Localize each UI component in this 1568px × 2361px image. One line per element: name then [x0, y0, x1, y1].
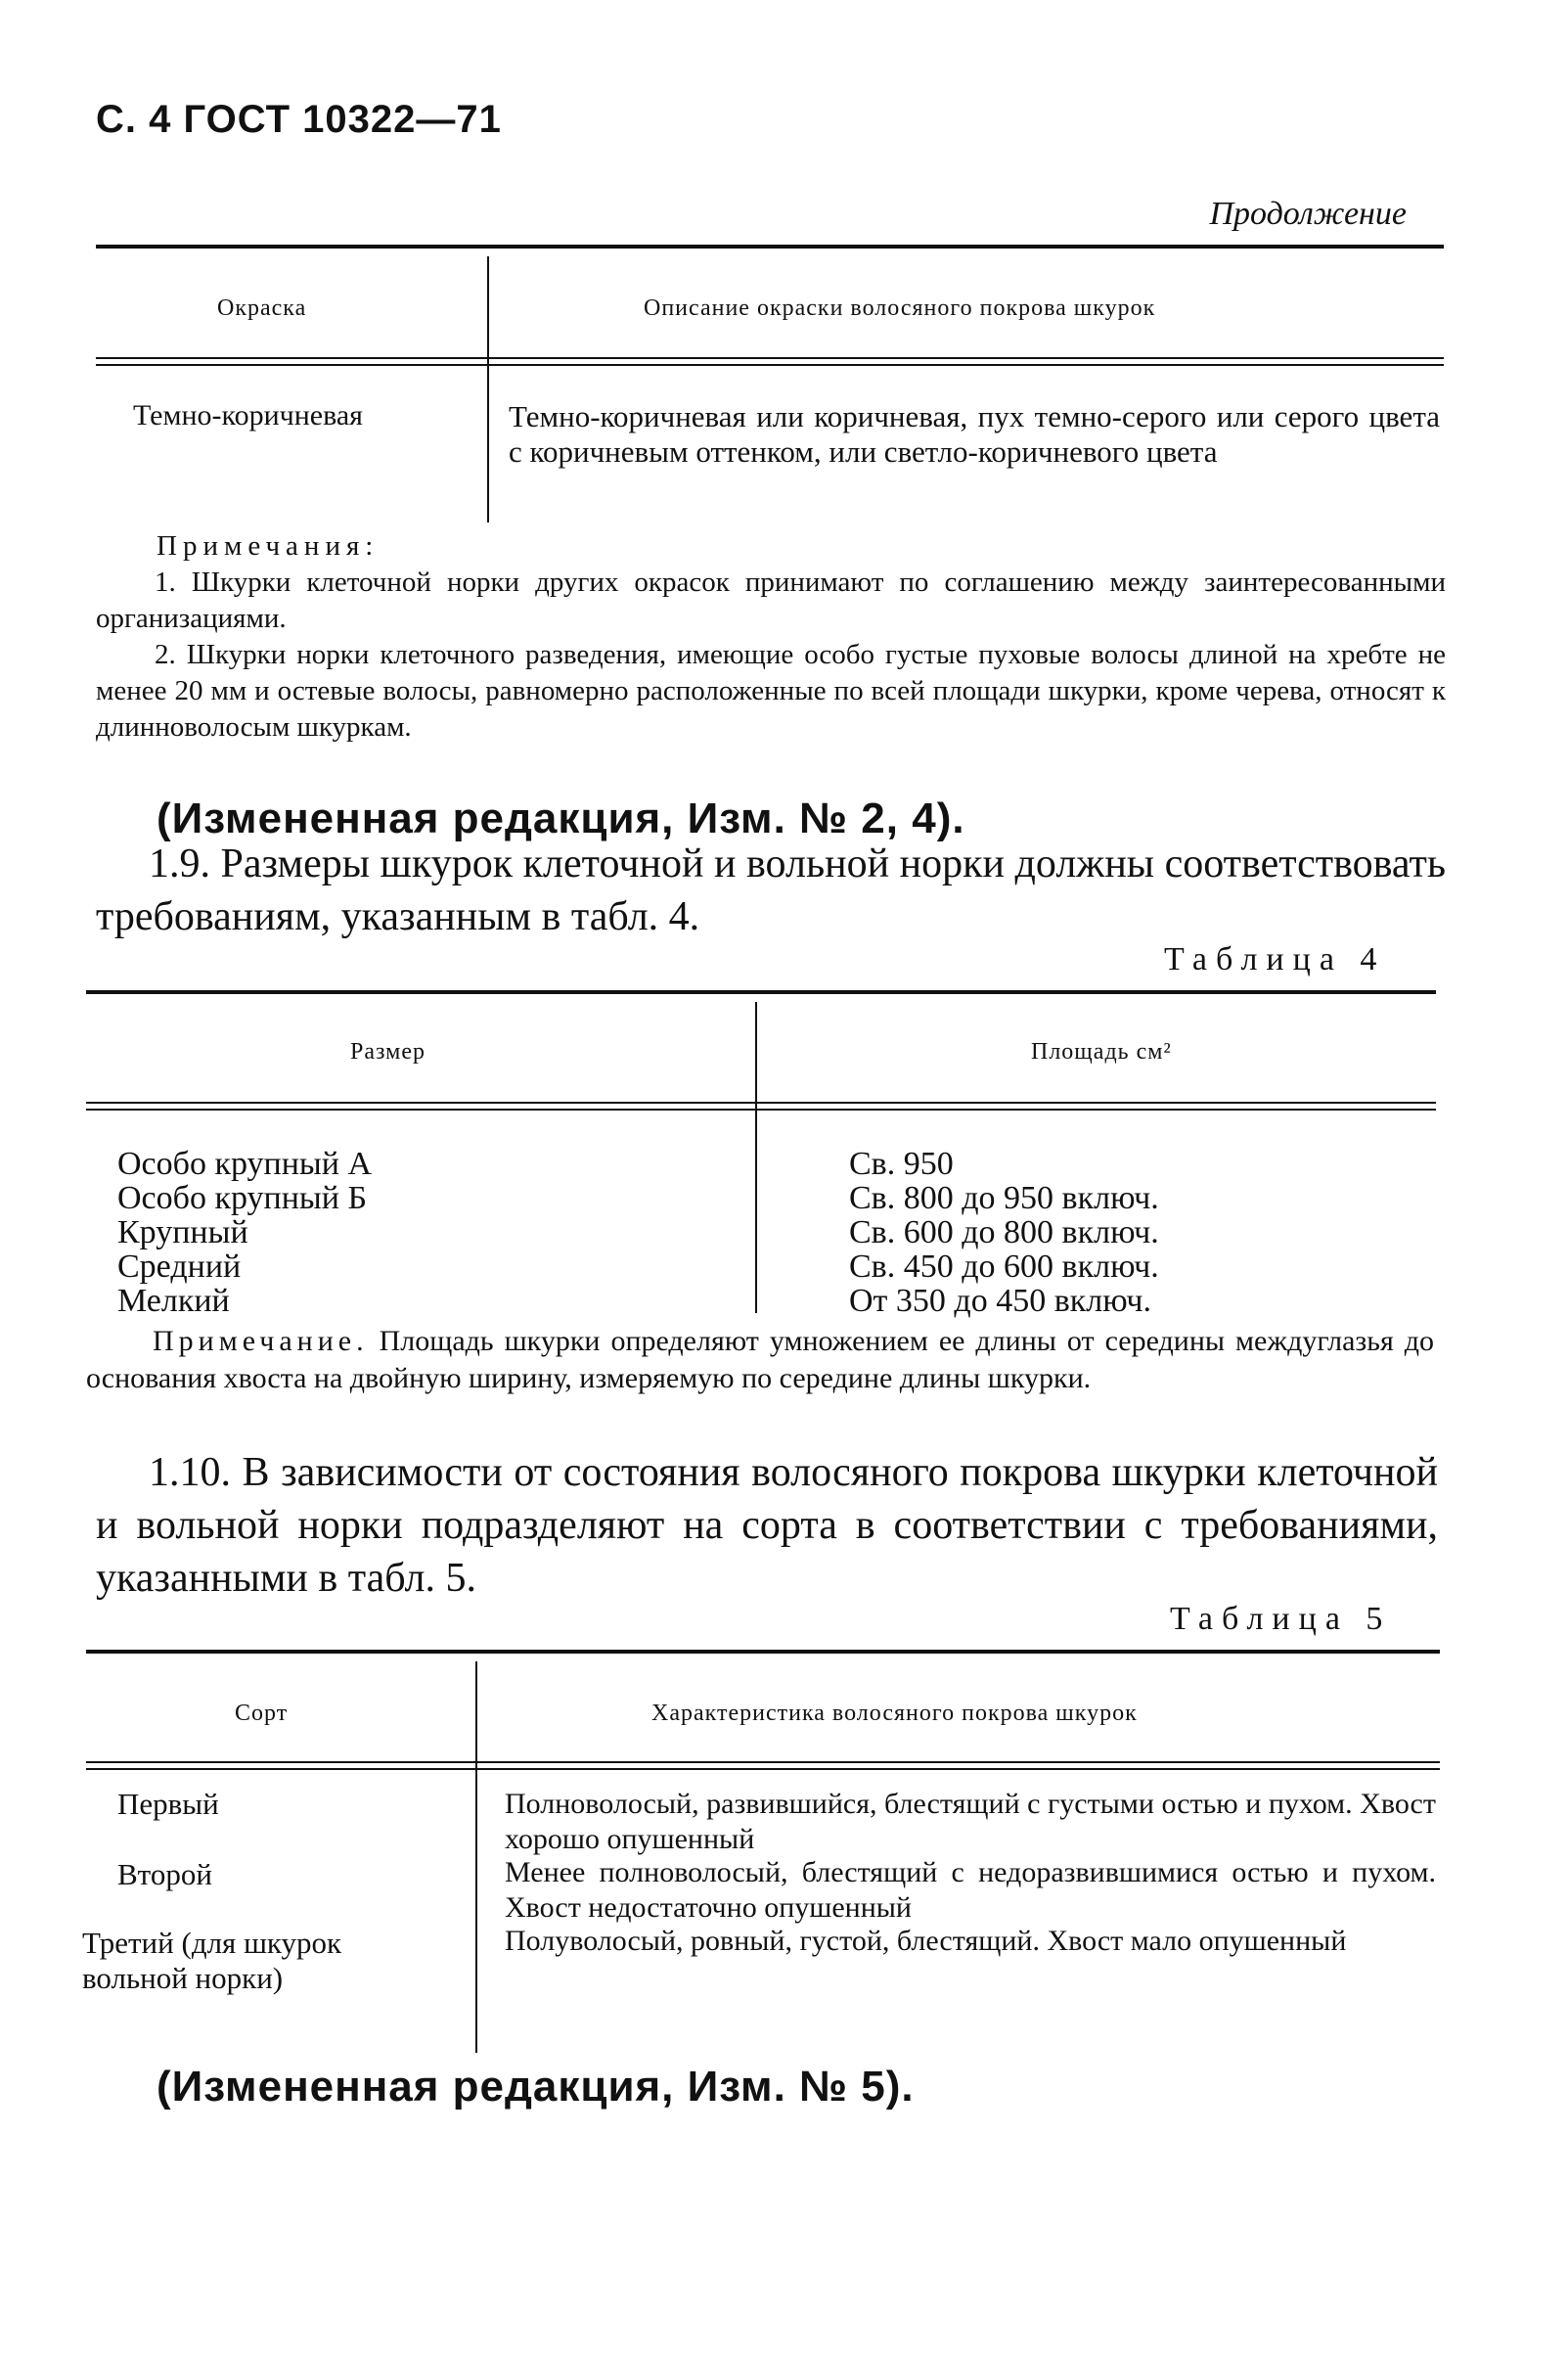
table3-description-value: Темно-коричневая или коричневая, пух темно-серого или серого цвета с коричневым оттенком, или светло-коричневого цвета [509, 399, 1440, 469]
table4-size-item: Средний [117, 1249, 242, 1285]
table4-header-rule-2 [86, 1109, 1436, 1111]
notes-title: Примечания: [157, 530, 380, 562]
page-header: С. 4 ГОСТ 10322—71 [96, 98, 502, 141]
table4-caption: Таблица 4 [1164, 941, 1386, 977]
table4-area-item: Св. 600 до 800 включ. [849, 1214, 1159, 1250]
table4-header-area: Площадь см² [1031, 1039, 1172, 1065]
table5-header-grade: Сорт [235, 1701, 289, 1726]
note-item-2: 2. Шкурки норки клеточного разведения, имеющие особо густые пуховые волосы длиной на хребте не менее 20 мм и остевые волосы, равномерно расположенные по всей площади шкурки, кроме черева, относят к длинноволосым шкуркам. [96, 639, 1446, 743]
table4-top-rule [86, 990, 1436, 994]
table4-area-item: Св. 800 до 950 включ. [849, 1180, 1159, 1216]
table5-top-rule [86, 1650, 1440, 1654]
table5-desc-2: Менее полноволосый, блестящий с недоразвившимися остью и пухом. Хвост недостаточно опушенный [505, 1856, 1436, 1924]
table4-header-size: Размер [350, 1039, 426, 1065]
table5-grade-3: Третий (для шкурок вольной норки) [82, 1926, 342, 1995]
paragraph-1-9 [96, 838, 1446, 943]
table4-note-text: Площадь шкурки определяют умножением ее длины от середины междуглазья до основания хвоста на двойную ширину, измеряемую по середине длины шкурки. [86, 1325, 1434, 1394]
paragraph-1-10-text: 1.10. В зависимости от состояния волосяного покрова шкурки клеточной и вольной норки подразделяют на сорта в соответствии с требованиями, указанными в табл. 5. [96, 1450, 1438, 1601]
table4-size-list [117, 1147, 372, 1318]
table5-grade-1: Первый [117, 1787, 219, 1821]
table3-header-color: Окраска [217, 295, 307, 321]
table4-size-item: Особо крупный А [117, 1146, 372, 1182]
table3-header-rule-2 [96, 364, 1444, 366]
table5-column-divider [475, 1661, 477, 2053]
amendment-note-2: (Измененная редакция, Изм. № 5). [157, 2063, 915, 2111]
table3-top-rule [96, 245, 1444, 249]
table4-column-divider [755, 1002, 757, 1313]
paragraph-1-9-text: 1.9. Размеры шкурок клеточной и вольной норки должны соответствовать требованиям, указанным в табл. 4. [96, 841, 1446, 939]
table4-area-item: Св. 950 [849, 1146, 954, 1182]
table3-header-rule-1 [96, 357, 1444, 359]
table4-area-list [849, 1147, 1159, 1318]
table4-header-rule-1 [86, 1102, 1436, 1104]
table4-area-item: От 350 до 450 включ. [849, 1283, 1151, 1319]
table5-header-rule-2 [86, 1768, 1440, 1770]
table4-note [86, 1323, 1434, 1397]
paragraph-1-10 [96, 1446, 1438, 1605]
table5-desc-1: Полноволосый, развившийся, блестящий с густыми остью и пухом. Хвост хорошо опушенный [505, 1788, 1436, 1855]
table5-desc-3: Полуволосый, ровный, густой, блестящий. Хвост мало опушенный [505, 1925, 1347, 1957]
table5-header-rule-1 [86, 1761, 1440, 1763]
table3-header-description: Описание окраски волосяного покрова шкурок [644, 295, 1156, 321]
table3-color-value: Темно-коричневая [133, 399, 363, 431]
table5-caption: Таблица 5 [1170, 1601, 1392, 1637]
table5-header-characteristic: Характеристика волосяного покрова шкурок [651, 1701, 1138, 1726]
note-item-1: 1. Шкурки клеточной норки других окрасок принимают по соглашению между заинтересованными организациями. [96, 567, 1446, 634]
table5-grade-2: Второй [117, 1857, 212, 1891]
amendment-note-1: (Измененная редакция, Изм. № 2, 4). [157, 795, 965, 842]
table4-note-label: Примечание. [153, 1325, 369, 1357]
table4-area-item: Св. 450 до 600 включ. [849, 1249, 1159, 1285]
table3-column-divider [487, 256, 489, 522]
notes-block [96, 528, 1446, 746]
table4-size-item: Особо крупный Б [117, 1180, 367, 1216]
table4-size-item: Мелкий [117, 1283, 230, 1319]
continuation-label: Продолжение [1209, 196, 1407, 232]
table4-size-item: Крупный [117, 1214, 248, 1250]
